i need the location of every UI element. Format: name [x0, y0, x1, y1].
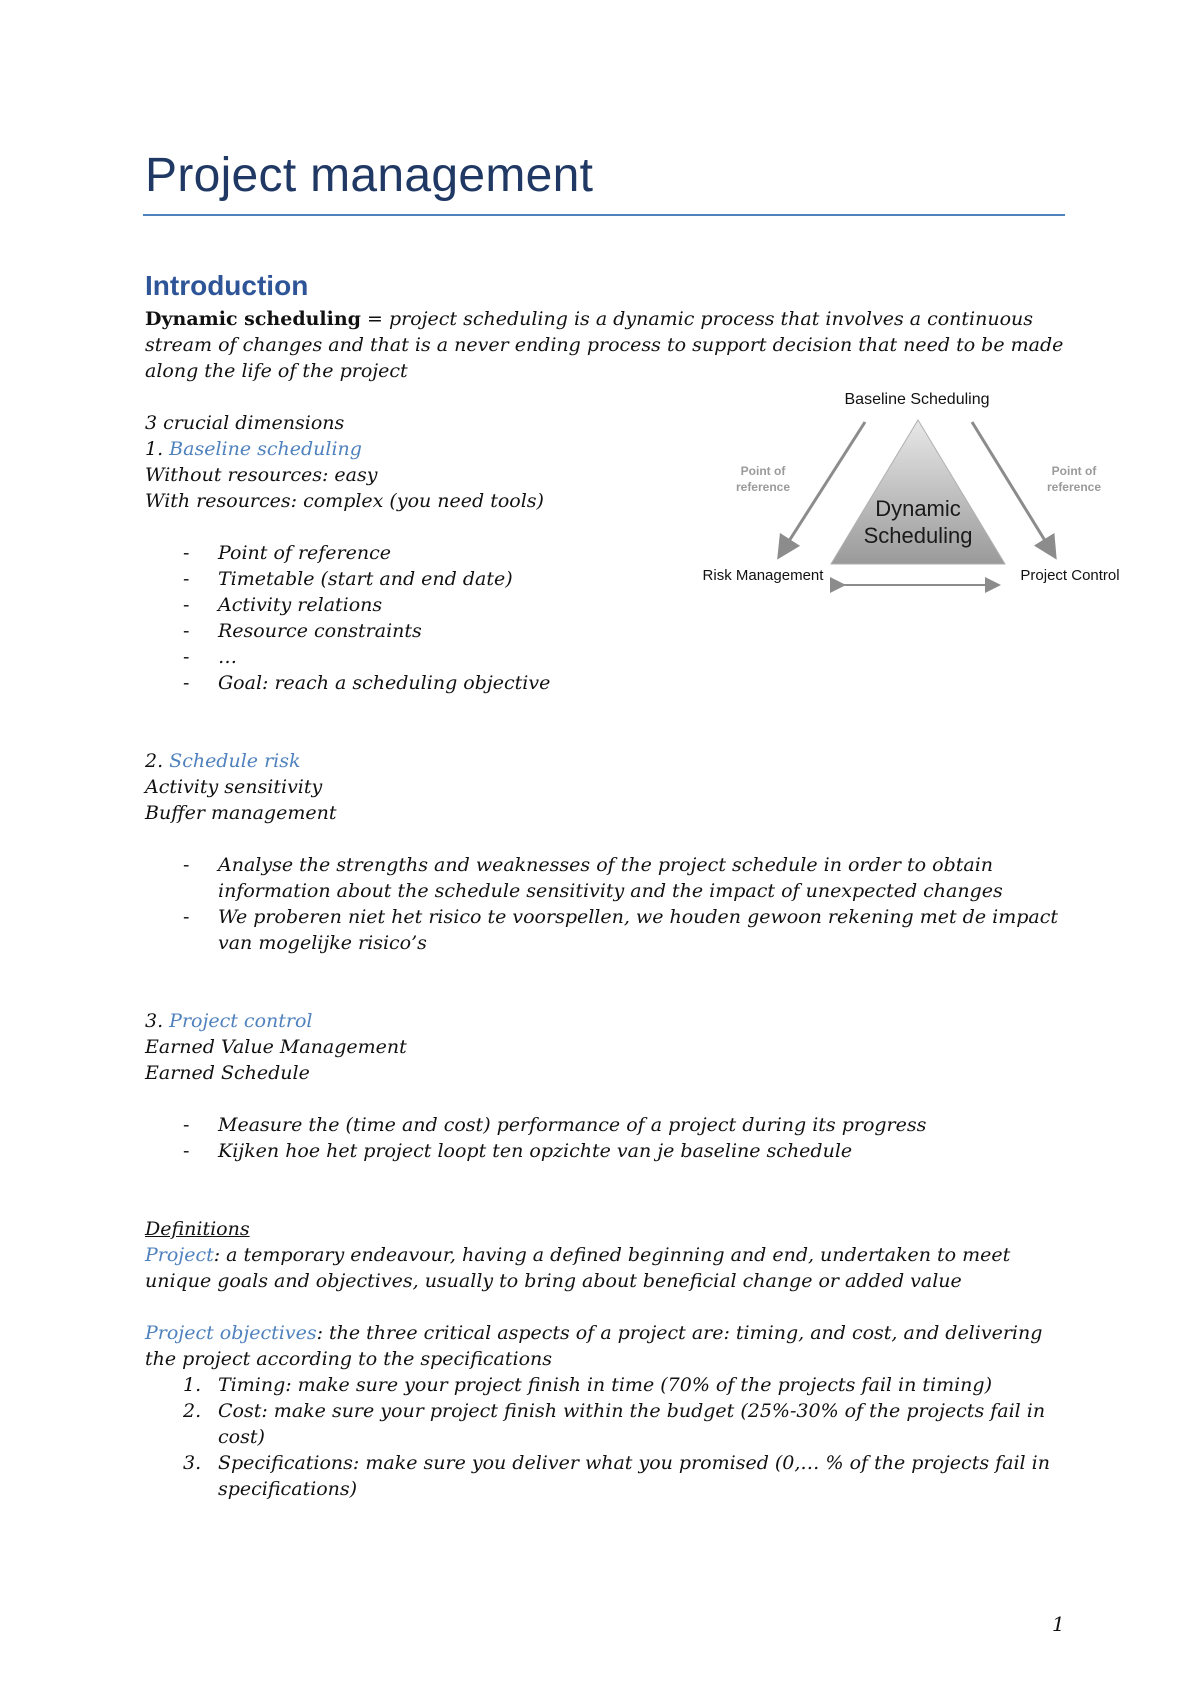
project-definition: [145, 1242, 1065, 1294]
list-item-text: Point of reference: [218, 542, 392, 564]
list-item-text: Resource constraints: [218, 620, 422, 642]
list-item: [145, 670, 705, 696]
risk-bullets: [145, 852, 1065, 956]
bullet-dash: -: [183, 1140, 190, 1162]
page-title: Project management: [145, 149, 594, 202]
list-item-text: Activity relations: [218, 594, 383, 616]
right-arrow-label-1: Point of: [1051, 464, 1097, 478]
intro-term: Dynamic scheduling: [145, 308, 361, 330]
risk-line: Buffer management: [145, 802, 337, 824]
control-bullets: [145, 1112, 1065, 1164]
list-item: [145, 1372, 1065, 1398]
bullet-dash: -: [183, 906, 190, 928]
list-number: 1.: [183, 1374, 202, 1396]
dimensions-title: 3 crucial dimensions: [145, 412, 345, 434]
baseline-number: 1.: [145, 438, 170, 460]
bullet-dash: -: [183, 568, 190, 590]
list-item: [145, 904, 1065, 956]
list-item-text: Specifications: make sure you deliver what you promised (0,… % of the projects fail in specifications): [218, 1452, 1050, 1500]
list-item: [145, 852, 1065, 904]
dynamic-scheduling-diagram: [700, 388, 1140, 613]
left-arrow-label-1: Point of: [740, 464, 786, 478]
risk-name: Schedule risk: [169, 750, 301, 772]
list-item: [145, 592, 705, 618]
right-arrow-label-2: reference: [1046, 480, 1102, 494]
list-item-text: We proberen niet het risico te voorspellen, we houden gewoon rekening met de impact van mogelijke risico’s: [218, 906, 1058, 954]
risk-heading: [145, 748, 1065, 774]
baseline-heading: [145, 436, 665, 462]
diagram-center-line1: Dynamic: [875, 496, 961, 521]
risk-number: 2.: [145, 750, 170, 772]
list-item-text: Analyse the strengths and weaknesses of the project schedule in order to obtain information about the schedule sensitivity and the impact of unexpected changes: [218, 854, 1003, 902]
control-line: Earned Value Management: [145, 1036, 407, 1058]
list-item: [145, 566, 705, 592]
list-item-text: …: [218, 646, 237, 668]
diagram-label-right: Project Control: [1020, 567, 1120, 584]
left-arrow-label-2: reference: [735, 480, 791, 494]
list-item-text: Measure the (time and cost) performance of a project during its progress: [218, 1114, 927, 1136]
list-item-text: Kijken hoe het project loopt ten opzichte van je baseline schedule: [218, 1140, 853, 1162]
baseline-line: With resources: complex (you need tools): [145, 490, 544, 512]
list-item-text: Timetable (start and end date): [218, 568, 513, 590]
list-item: [145, 1138, 1065, 1164]
bullet-dash: -: [183, 1114, 190, 1136]
list-item: [145, 1112, 1065, 1138]
list-item-text: Timing: make sure your project finish in time (70% of the projects fail in timing): [218, 1374, 992, 1396]
list-number: 2.: [183, 1400, 202, 1422]
objectives-definition: [145, 1320, 1065, 1372]
risk-line: Activity sensitivity: [145, 776, 323, 798]
project-def-text: : a temporary endeavour, having a defined beginning and end, undertaken to meet unique goals and objectives, usually to bring about beneficial change or added value: [145, 1244, 1011, 1292]
diagram-center-line2: Scheduling: [863, 523, 973, 548]
control-number: 3.: [145, 1010, 170, 1032]
list-item-text: Goal: reach a scheduling objective: [218, 672, 551, 694]
title-underline: [143, 214, 1065, 216]
bullet-dash: -: [183, 620, 190, 642]
project-term: Project: [145, 1244, 214, 1266]
bullet-dash: -: [183, 672, 190, 694]
list-item-text: Cost: make sure your project finish within the budget (25%-30% of the projects fail in cost): [218, 1400, 1046, 1448]
objectives-term: Project objectives: [145, 1322, 317, 1344]
list-item: [145, 1450, 1065, 1502]
intro-definition: = project scheduling is a dynamic process that involves a continuous stream of changes and that is a never ending process to support decision that need to be made along the life of the project: [145, 308, 1064, 382]
diagram-label-top: Baseline Scheduling: [844, 391, 990, 408]
list-item: [145, 644, 705, 670]
objectives-def-text: : the three critical aspects of a project are: timing, and cost, and delivering the project according to the specifications: [145, 1322, 1043, 1370]
list-item: [145, 1398, 1065, 1450]
bullet-dash: -: [183, 542, 190, 564]
control-line: Earned Schedule: [145, 1062, 310, 1084]
objectives-numbered-list: [145, 1372, 1065, 1502]
baseline-name: Baseline scheduling: [169, 438, 362, 460]
bullet-dash: -: [183, 594, 190, 616]
control-name: Project control: [169, 1010, 313, 1032]
bullet-dash: -: [183, 854, 190, 876]
baseline-line: Without resources: easy: [145, 464, 378, 486]
diagram-label-left: Risk Management: [702, 567, 824, 584]
definitions-heading: Definitions: [145, 1218, 250, 1240]
page-number: 1: [1052, 1612, 1065, 1636]
section-heading-introduction: Introduction: [145, 270, 309, 301]
intro-paragraph: [145, 306, 1065, 384]
list-number: 3.: [183, 1452, 202, 1474]
baseline-bullets: [145, 540, 705, 696]
list-item: [145, 540, 705, 566]
bullet-dash: -: [183, 646, 190, 668]
list-item: [145, 618, 705, 644]
control-heading: [145, 1008, 1065, 1034]
